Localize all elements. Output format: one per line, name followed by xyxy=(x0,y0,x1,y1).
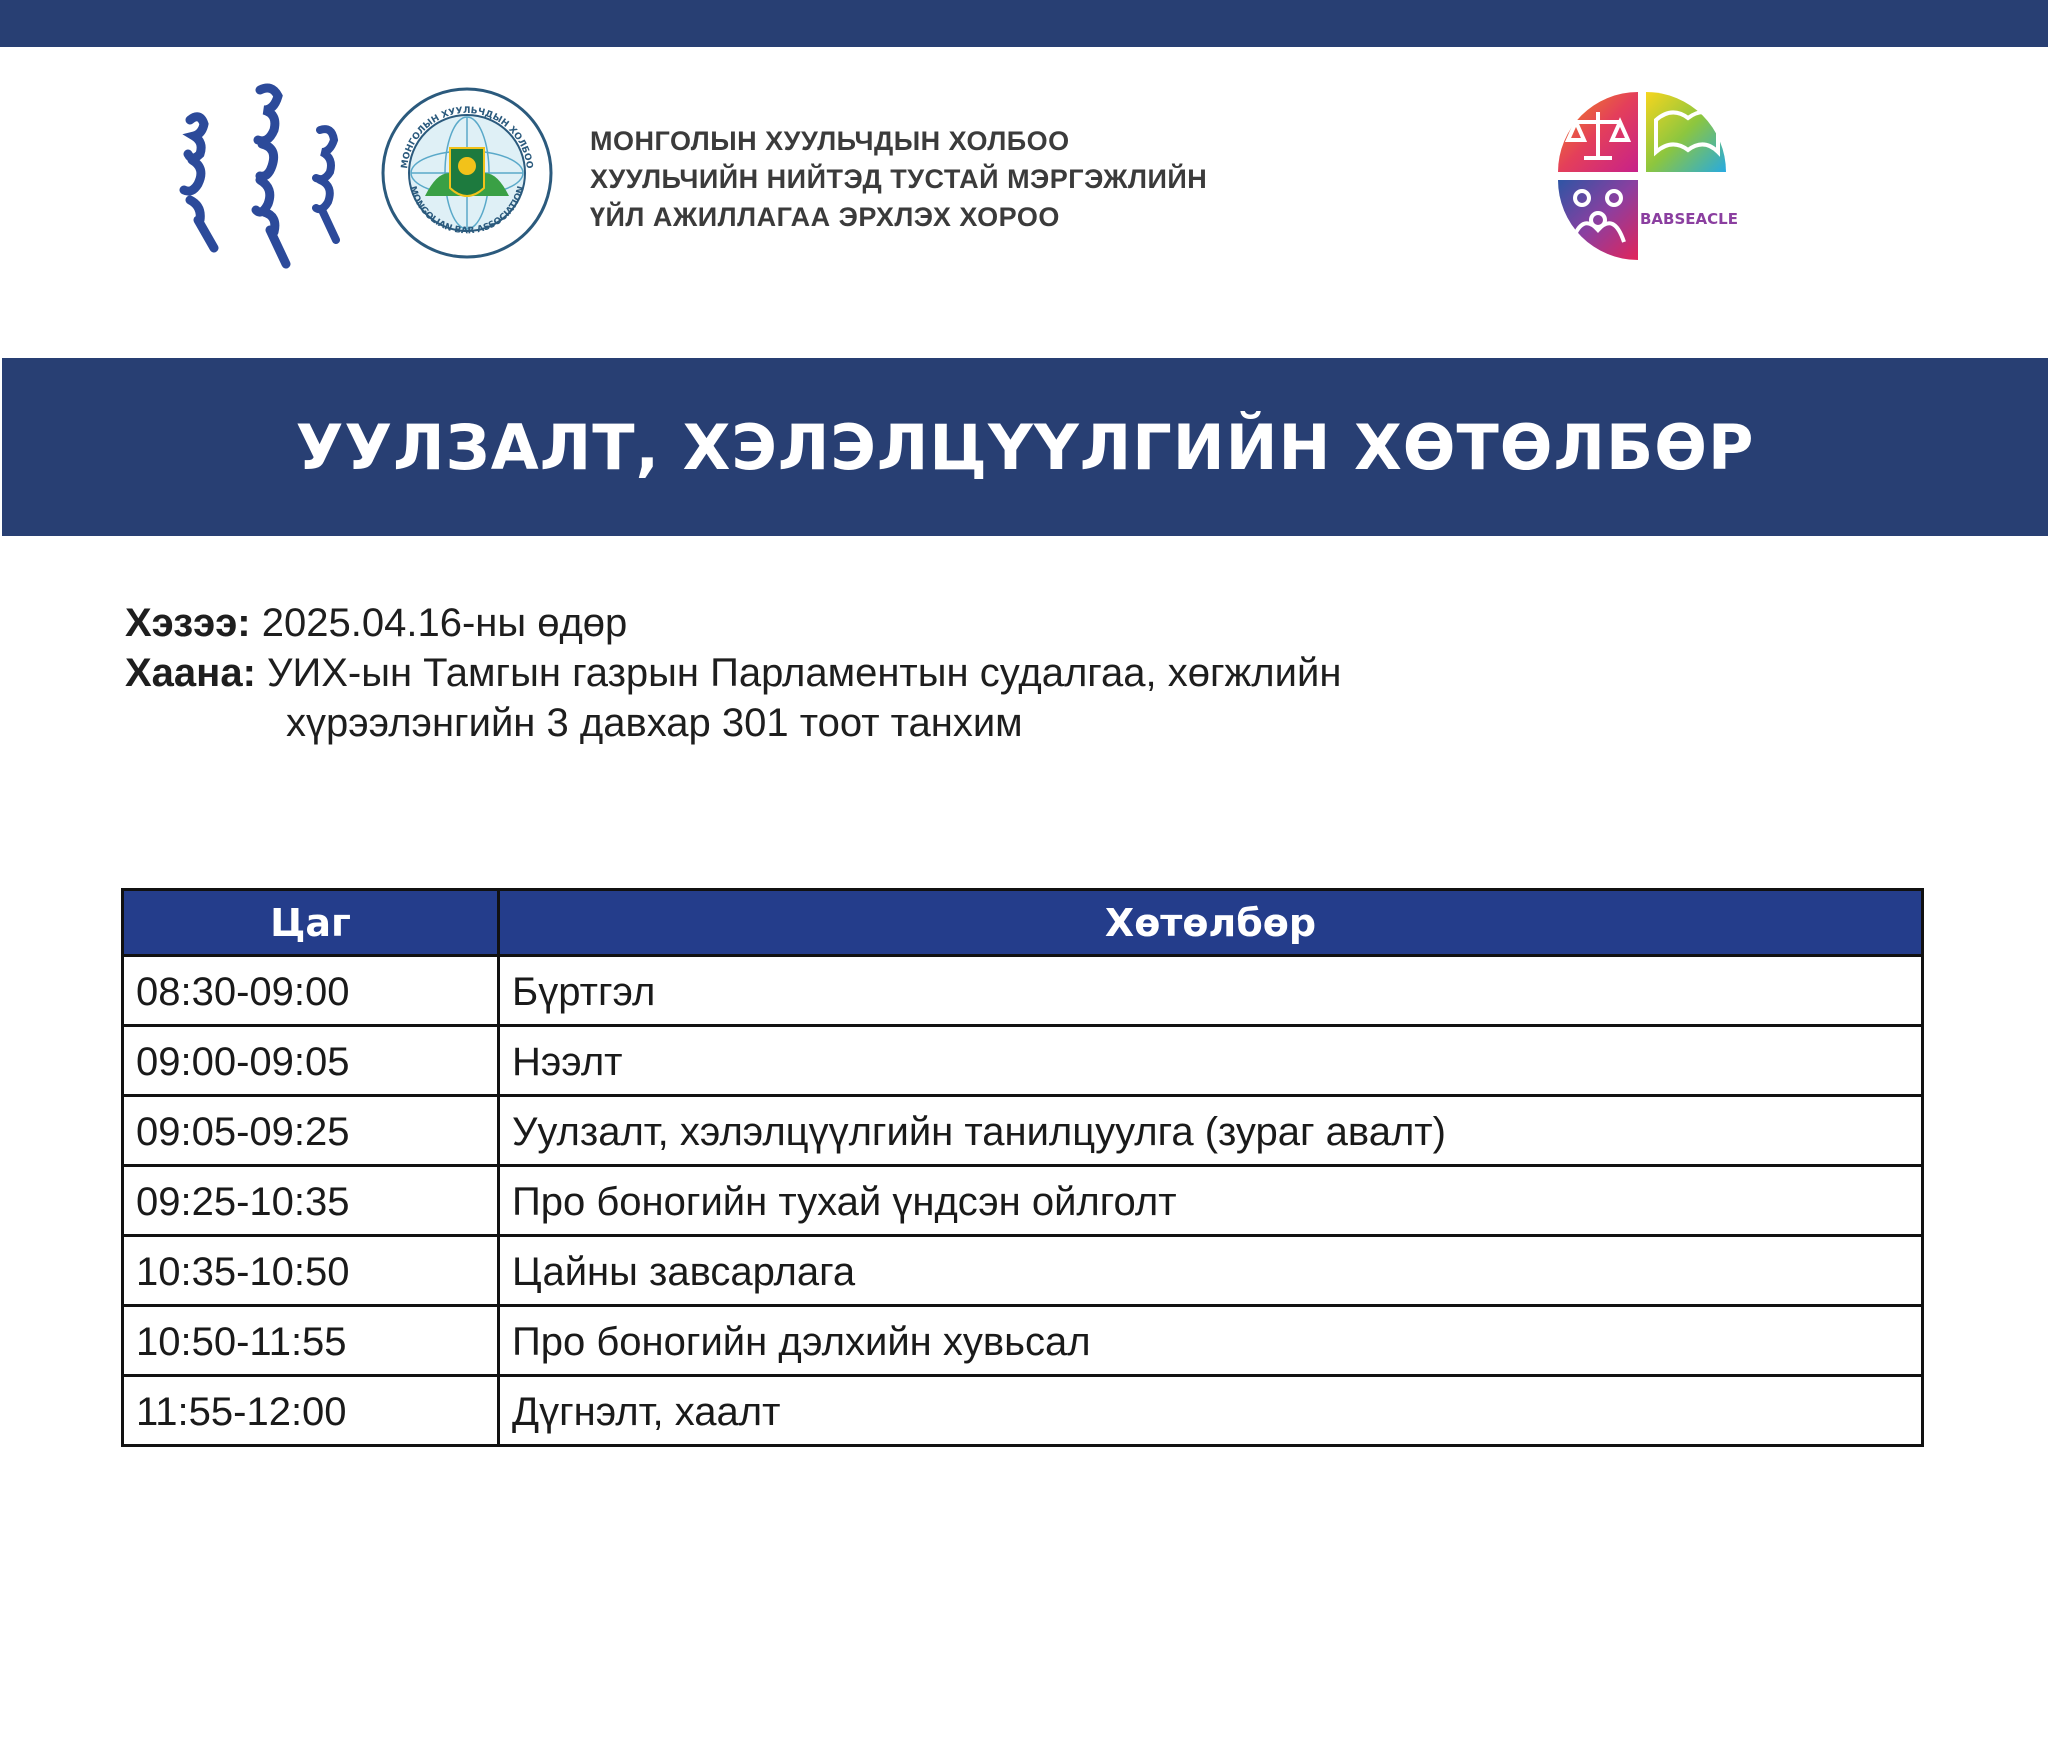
event-info xyxy=(125,598,1341,748)
time-cell: 11:55-12:00 xyxy=(123,1376,499,1446)
program-cell: Бүртгэл xyxy=(499,956,1923,1026)
table-row xyxy=(123,956,1923,1026)
time-cell: 09:25-10:35 xyxy=(123,1166,499,1236)
header-program: Хөтөлбөр xyxy=(499,890,1923,956)
page-title: УУЛЗАЛТ, ХЭЛЭЛЦҮҮЛГИЙН ХӨТӨЛБӨР xyxy=(295,410,1755,484)
where-label: Хаана: xyxy=(125,651,256,695)
when-value: 2025.04.16-ны өдөр xyxy=(261,601,628,645)
org-line-3: ҮЙЛ АЖИЛЛАГАА ЭРХЛЭХ ХОРОО xyxy=(590,202,1060,232)
title-banner xyxy=(2,358,2048,536)
program-cell: Цайны завсарлага xyxy=(499,1236,1923,1306)
table-row xyxy=(123,1376,1923,1446)
babseacle-logo xyxy=(1558,92,1738,262)
mongolian-bar-association-logo xyxy=(380,86,554,260)
program-cell: Про боногийн тухай үндсэн ойлголт xyxy=(499,1166,1923,1236)
when-row xyxy=(125,598,1341,648)
mongolian-script-logo xyxy=(170,80,350,270)
mba-bottom-text: MONGOLIAN BAR ASSOCIATION xyxy=(407,185,527,237)
time-cell: 09:00-09:05 xyxy=(123,1026,499,1096)
org-line-2: ХУУЛЬЧИЙН НИЙТЭД ТУСТАЙ МЭРГЭЖЛИЙН xyxy=(590,164,1208,194)
time-cell: 10:50-11:55 xyxy=(123,1306,499,1376)
table-header-row xyxy=(123,890,1923,956)
table-row xyxy=(123,1166,1923,1236)
table-row xyxy=(123,1026,1923,1096)
program-cell: Уулзалт, хэлэлцүүлгийн танилцуулга (зураг авалт) xyxy=(499,1096,1923,1166)
where-value-line2: хүрээлэнгийн 3 давхар 301 тоот танхим xyxy=(286,701,1023,745)
mba-top-text: МОНГОЛЫН ХУУЛЬЧДЫН ХОЛБОО xyxy=(400,105,534,170)
program-cell: Про боногийн дэлхийн хувьсал xyxy=(499,1306,1923,1376)
time-cell: 09:05-09:25 xyxy=(123,1096,499,1166)
when-label: Хэзээ: xyxy=(125,601,251,645)
babseacle-text: BABSEACLE xyxy=(1640,210,1738,228)
table-row xyxy=(123,1096,1923,1166)
where-row xyxy=(125,648,1341,698)
organization-name xyxy=(590,122,1207,236)
header-time: Цаг xyxy=(123,890,499,956)
time-cell: 08:30-09:00 xyxy=(123,956,499,1026)
org-line-1: МОНГОЛЫН ХУУЛЬЧДЫН ХОЛБОО xyxy=(590,126,1070,156)
schedule-table xyxy=(121,888,1924,1447)
time-cell: 10:35-10:50 xyxy=(123,1236,499,1306)
program-cell: Дүгнэлт, хаалт xyxy=(499,1376,1923,1446)
program-cell: Нээлт xyxy=(499,1026,1923,1096)
where-value-line1: УИХ-ын Тамгын газрын Парламентын судалгаа, хөгжлийн xyxy=(267,651,1342,695)
top-bar xyxy=(0,0,2048,47)
table-row xyxy=(123,1306,1923,1376)
table-row xyxy=(123,1236,1923,1306)
